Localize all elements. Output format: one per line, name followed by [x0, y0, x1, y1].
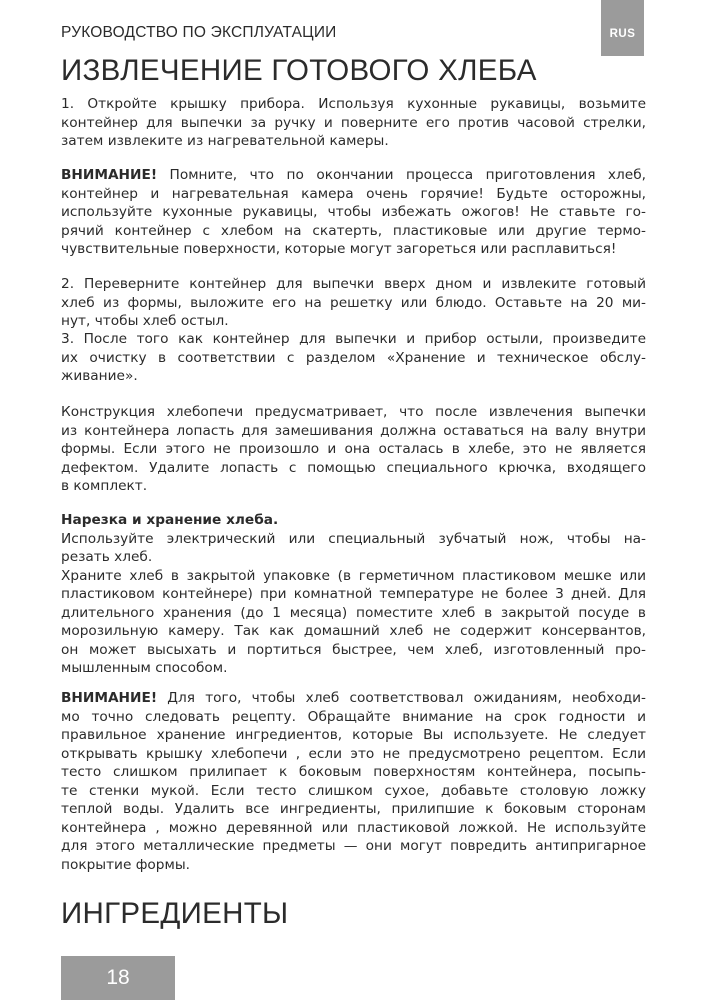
text-line: контейнер для выпечки за ручку и поверните его против часовой стрелки,	[61, 114, 646, 131]
text-line: Используйте электрический или специальный зубчатый нож, чтобы на-	[61, 530, 646, 547]
text-line: мо точно следовать рецепту. Обращайте внимание на срок годности и	[61, 708, 646, 725]
text-line: нут, чтобы хлеб остыл.	[61, 313, 229, 329]
text-line: живание».	[61, 368, 138, 384]
text-line: мышленным способом.	[61, 660, 228, 676]
slicing-heading-text: Нарезка и хранение хлеба.	[61, 512, 279, 528]
text-line: чувствительные поверхности, которые могут загореться или расплавиться!	[61, 241, 617, 257]
warning-first-line	[61, 166, 646, 185]
text-line: пластиковом контейнере) при комнатной температуре не более 3 дней. Для	[61, 586, 646, 602]
step-2-paragraph	[61, 275, 646, 331]
text-line: морозильную камеру. Так как домашний хлеб не содержит консервантов,	[61, 623, 646, 639]
text-line: Храните хлеб в закрытой упаковке (в герметичном пластиковом мешке или	[61, 567, 646, 584]
text-line: он может высыхать и портиться быстрее, чем хлеб, изготовленный про-	[61, 641, 646, 658]
text-segment: Для того, чтобы хлеб соответствовал ожиданиям, необходи-	[157, 690, 646, 706]
section-title-bread-removal: ИЗВЛЕЧЕНИЕ ГОТОВОГО ХЛЕБА	[61, 54, 537, 87]
text-line: для этого металлические предметы — они могут повредить антипригарное	[61, 838, 646, 854]
text-line: используйте кухонные рукавицы, чтобы избежать ожогов! Не ставьте го-	[61, 204, 646, 220]
page-number: 18	[61, 956, 175, 1000]
running-header: РУКОВОДСТВО ПО ЭКСПЛУАТАЦИИ	[61, 24, 337, 41]
text-line: правильное хранение ингредиентов, которые Вы используете. Не следует	[61, 727, 646, 743]
text-line: те стенки мукой. Если тесто слишком сухое, добавьте столовую ложку	[61, 782, 646, 799]
warning-paragraph-1	[61, 166, 646, 259]
text-line: затем извлеките из нагревательной камеры.	[61, 133, 389, 149]
text-line: открывать крышку хлебопечи , если это не предусмотрено рецептом. Если	[61, 745, 646, 762]
slicing-storage-section	[61, 511, 646, 678]
text-line: длительного хранения (до 1 месяца) поместите хлеб в закрытой посуде в	[61, 604, 646, 621]
text-line: контейнера , можно деревянной или пластиковой ложкой. Не используйте	[61, 819, 646, 836]
warning-first-line	[61, 689, 646, 708]
step-3-paragraph	[61, 330, 646, 386]
text-line: дефектом. Удалите лопасть с помощью специального крючка, входящего	[61, 459, 646, 476]
text-line: их очистку в соответствии с разделом «Хранение и техническое обслу-	[61, 349, 646, 366]
text-line: контейнер и нагревательная камера очень горячие! Будьте осторожны,	[61, 185, 646, 202]
text-line: покрытие формы.	[61, 856, 190, 873]
warning-paragraph-2	[61, 689, 646, 874]
text-line: в комплект.	[61, 478, 148, 494]
warning-label: ВНИМАНИЕ!	[61, 167, 158, 183]
text-line: формы. Если этого не произошло и она осталась в хлебе, это не является	[61, 441, 646, 457]
text-line: из контейнера лопасть для замешивания должна оставаться на валу внутри	[61, 422, 646, 439]
text-line: тесто слишком прилипает к боковым поверхностям контейнера, посыпь-	[61, 764, 646, 780]
text-line: 2. Переверните контейнер для выпечки вверх дном и извлеките готовый	[61, 276, 646, 292]
text-line: хлеб из формы, выложите его на решетку или блюдо. Оставьте на 20 ми-	[61, 294, 646, 311]
text-line: резать хлеб.	[61, 549, 153, 565]
section-title-ingredients: ИНГРЕДИЕНТЫ	[61, 897, 289, 930]
language-tab: RUS	[601, 0, 644, 56]
text-line: 1. Откройте крышку прибора. Используя кухонные рукавицы, возьмите	[61, 96, 646, 112]
text-segment: Помните, что по окончании процесса приготовления хлеб,	[157, 167, 646, 183]
slicing-heading	[61, 511, 646, 530]
warning-label: ВНИМАНИЕ!	[61, 690, 158, 706]
text-line: 3. После того как контейнер для выпечки и прибор остыли, произведите	[61, 331, 646, 347]
text-line: рячий контейнер с хлебом на скатерть, пластиковые или другие термо-	[61, 222, 646, 239]
text-line: Конструкция хлебопечи предусматривает, что после извлечения выпечки	[61, 404, 646, 420]
text-line: теплой воды. Удалить все ингредиенты, прилипшие к боковым сторонам	[61, 801, 646, 817]
paddle-note-paragraph	[61, 403, 646, 496]
step-1-paragraph	[61, 95, 646, 151]
